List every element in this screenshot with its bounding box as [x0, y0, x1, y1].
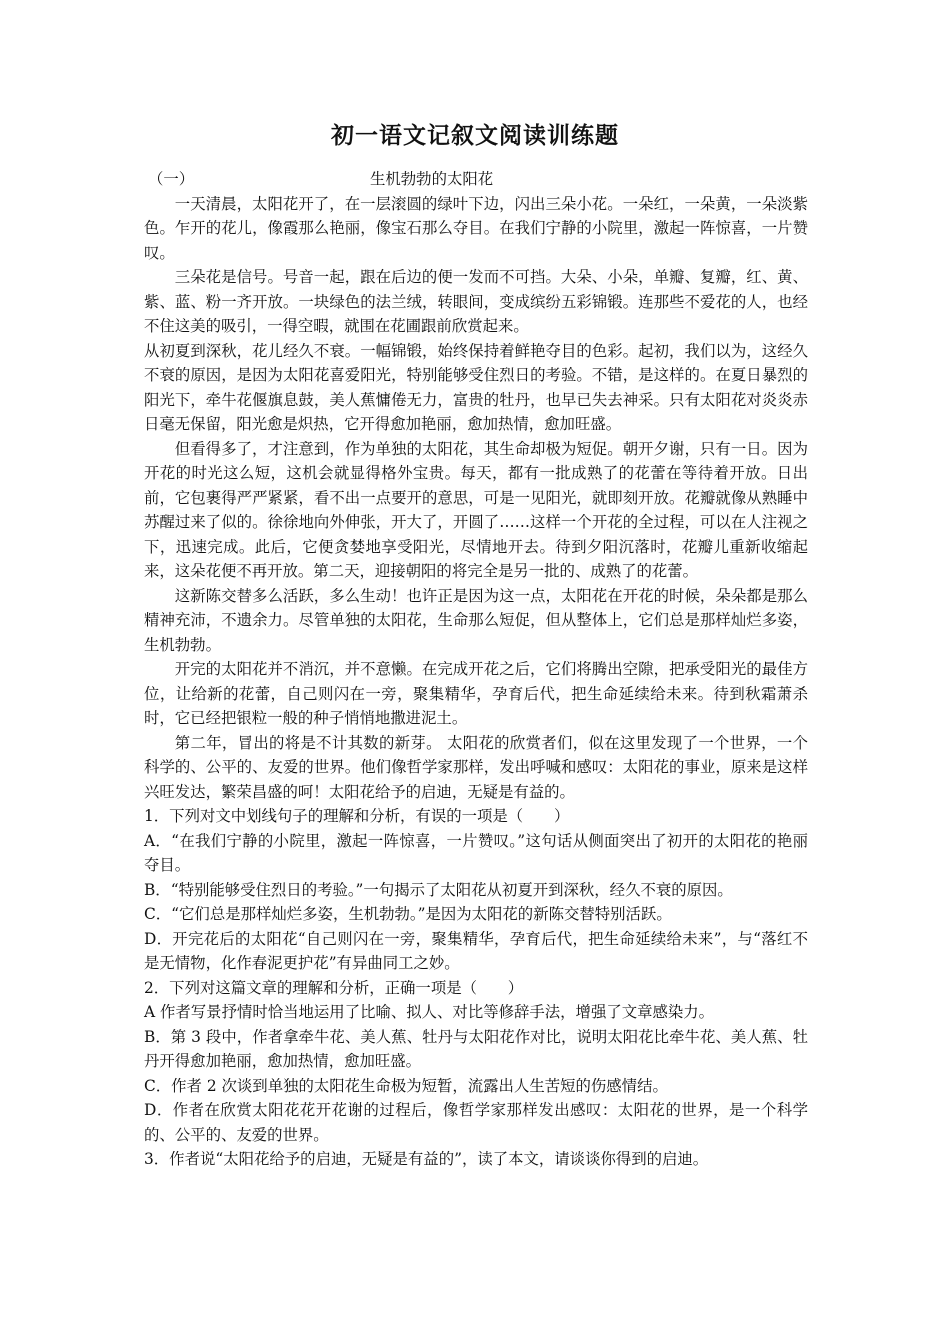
- question-3: 3．作者说“太阳花给予的启迪，无疑是有益的”，读了本文，请谈谈你得到的启迪。: [144, 1150, 709, 1168]
- paragraph: 一天清晨，太阳花开了，在一层滚圆的绿叶下边，闪出三朵小花。一朵红，一朵黄，一朵淡紫色。乍开的花儿，像霞那么艳丽，像宝石那么夺目。在我们宁静的小院里，激起一阵惊喜，一片赞叹。: [144, 194, 808, 262]
- question-1-option-b: B．“特别能够受住烈日的考验。”一句揭示了太阳花从初夏开到深秋，经久不衰的原因。: [144, 880, 733, 899]
- question-1-option-a: A．“在我们宁静的小院里，激起一阵惊喜，一片赞叹。”这句话从侧面突出了初开的太阳花的艳丽夺目。: [144, 831, 808, 874]
- question-1-option-d: D．开完花后的太阳花“自己则闪在一旁，聚集精华，孕育后代，把生命延续给未来”，与“落红不是无情物，化作春泥更护花”有异曲同工之妙。: [144, 929, 808, 972]
- paragraph: 开完的太阳花并不消沉，并不意懒。在完成开花之后，它们将腾出空隙，把承受阳光的最佳方位，让给新的花蕾，自己则闪在一旁，聚集精华，孕育后代，把生命延续给未来。待到秋霜萧杀时，它已经把银粒一般的种子悄悄地撒进泥土。: [144, 660, 808, 727]
- question-1-option-c: C．“它们总是那样灿烂多姿，生机勃勃。”是因为太阳花的新陈交替特别活跃。: [144, 905, 672, 923]
- question-2-option-d: D．作者在欣赏太阳花花开花谢的过程后，像哲学家那样发出感叹：太阳花的世界，是一个科学的、公平的、友爱的世界。: [144, 1101, 808, 1144]
- document-title: 初一语文记叙文阅读训练题: [331, 123, 619, 149]
- question-2: 2．下列对这篇文章的理解和分析，正确一项是（ ）: [144, 978, 524, 997]
- question-2-option-c: C．作者 2 次谈到单独的太阳花生命极为短暂，流露出人生苦短的伤感情结。: [144, 1076, 668, 1095]
- section-header: [144, 167, 808, 192]
- question-1: 1．下列对文中划线句子的理解和分析，有误的一项是（ ）: [144, 807, 570, 825]
- question-2-option-a: A 作者写景抒情时恰当地运用了比喻、拟人、对比等修辞手法，增强了文章感染力。: [144, 1003, 715, 1021]
- question-2-option-b: B．第 3 段中，作者拿牵牛花、美人蕉、牡丹与太阳花作对比，说明太阳花比牵牛花、美人蕉、牡丹开得愈加艳丽，愈加热情，愈加旺盛。: [144, 1027, 808, 1070]
- paragraph: 第二年，冒出的将是不计其数的新芽。 太阳花的欣赏者们，似在这里发现了一个世界，一个科学的、公平的、友爱的世界。他们像哲学家那样，发出呼喊和感叹：太阳花的事业，原来是这样兴旺发达，繁荣昌盛的呵！太阳花给予的启迪，无疑是有益的。: [144, 733, 808, 801]
- paragraph: 从初夏到深秋，花儿经久不衰。一幅锦锻，始终保持着鲜艳夺目的色彩。起初，我们以为，这经久不衰的原因，是因为太阳花喜爱阳光，特别能够受住烈日的考验。不错，是这样的。在夏日暴烈的阳光下，牵牛花偃旗息鼓，美人蕉慵倦无力，富贵的牡丹，也早已失去神采。只有太阳花对炎炎赤日毫无保留，阳光愈是炽热，它开得愈加艳丽，愈加热情，愈加旺盛。: [144, 341, 808, 433]
- paragraph: 但看得多了，才注意到，作为单独的太阳花，其生命却极为短促。朝开夕谢，只有一日。因为开花的时光这么短，这机会就显得格外宝贵。每天，都有一批成熟了的花蕾在等待着开放。日出前，它包裹得严严紧紧，看不出一点要开的意思，可是一见阳光，就即刻开放。花瓣就像从熟睡中苏醒过来了似的。徐徐地向外伸张，开大了，开圆了……这样一个开花的全过程，可以在人注视之下，迅速完成。此后，它便贪婪地享受阳光，尽情地开去。待到夕阳沉落时，花瓣儿重新收缩起来，这朵花便不再开放。第二天，迎接朝阳的将完全是另一批的、成熟了的花蕾。: [144, 439, 808, 580]
- article-title: 生机勃勃的太阳花: [370, 170, 494, 188]
- paragraph: 这新陈交替多么活跃，多么生动！也许正是因为这一点，太阳花在开花的时候，朵朵都是那么精神充沛，不遗余力。尽管单独的太阳花，生命那么短促，但从整体上，它们总是那样灿烂多姿，生机勃勃。: [144, 586, 808, 654]
- paragraph: 三朵花是信号。号音一起，跟在后边的便一发而不可挡。大朵、小朵，单瓣、复瓣，红、黄、紫、蓝、粉一齐开放。一块绿色的法兰绒，转眼间，变成缤纷五彩锦锻。连那些不爱花的人，也经不住这美的吸引，一得空暇，就围在花圃跟前欣赏起来。: [144, 268, 808, 335]
- section-number: （一）: [148, 170, 195, 188]
- document-body: [144, 167, 808, 1172]
